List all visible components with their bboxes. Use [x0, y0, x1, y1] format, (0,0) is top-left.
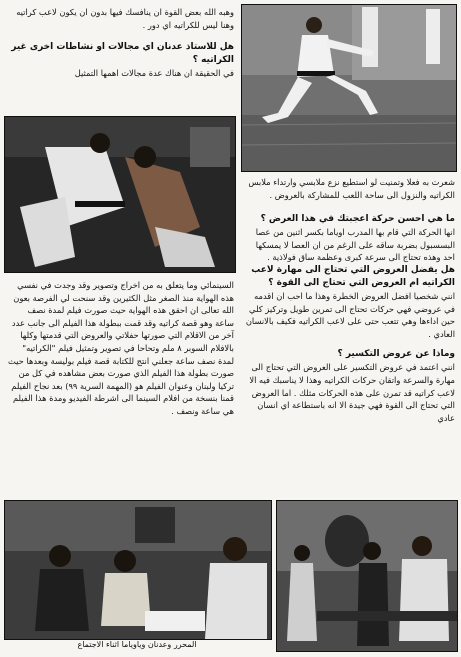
- left-bottom-paragraph: السينمائي وما يتعلق به من اخراج وتصوير وقد وجدت في نفسي هذه الهواية منذ الصغر مثل الكثيرين وقد سنحت لي الفرصة بعون الله تعالى ان احقق هذه الهواية حيث صورت فيلم لمدة نصف ساعة وهو قصة كراتيه وقد قمت ببطولة هذا الفيلم الى جانب عدد آخر من الاقلام التي صورتها حفلاتي والعروض التي قدمتها وكلها بالافلام السوبر ٨ ملم وتحاحا في تصوير وتمثيل فيلم "الكراتيه" لمدة نصف ساعة جعلني انتج للكتابة قصة فيلم بوليسة وبعدها حيث صورت بطولة هذا الفيلم الذي صورت بعض مشاهده في كل من تركيا ولبنان وعنوان الفيلم هو (المهمة السرية ٩٩) بعد نجاح الفيلم قمنا بنسخة من افلام السينما الى اشرطة الفيديو ومدة هذا الفيلم هي ساعة ونصف .: [8, 280, 234, 416]
- answer-other-activities: في الحقيقة ان هناك عدة مجالات اهمها التمثيل: [74, 68, 234, 79]
- answer-breaking: انني اعتمد في عروض التكسير على العروض التي تحتاج الى مهارة والسرعة واتقان حركات الكراتيه وهذا لا يناسبك فيه الا لاعب كراتيه قد تمرن على هذه الحركات مثلك . اما العروض التي تحتاج الى القوة فهي جيدة الا انه باستطاعة اي انسان عادي: [249, 362, 455, 423]
- group-photo: [276, 500, 458, 652]
- left-column-bottom: [6, 279, 234, 418]
- group-illustration: [277, 501, 457, 651]
- question-skill-or-strength: هل يفضل العروض التي تحتاج الى مهارة لاعب الكراتيه ام العروض التي تحتاج الى القوة ؟: [251, 264, 455, 288]
- question-other-activities: هل للاستاذ عدنان اي مجالات او نشاطات اخرى غير الكراتيه ؟: [11, 42, 234, 66]
- answer-skill-or-strength: انني شخصيا افضل العروض الخطرة وهذا ما احب ان اقدمه في عروضي فهي حركات تحتاج الى تمرين طويل وتركيز كلي حين اداءها وهي تتعب حتى على لاعب الكراتيه فكيف بالانسان العادي .: [245, 290, 455, 339]
- right-column: [243, 176, 455, 424]
- left-top-paragraph: وهبه الله بعض القوة ان ينافسك فيها بدون ان يكون لاعب كراتيه وهنا ليس للكراتيه اي دور .: [16, 7, 234, 30]
- answer-best-move: انها الحركة التي قام بها المدرب اوياما بكسر اثنين من عصا البسسبول بضربة ساقه على الرغم من ان العصا لا يمسكها احد وهذه تحتاج الى سرعة كبرى وعظمة ساق فولاذية .: [255, 227, 455, 263]
- right-intro-paragraph: شعرت به فعلا وتمنيت لو استطيع نزع ملابسي وارتداء ملابس الكراتيه والنزول الى ساحة اللعب للمشاركة بالعروض .: [248, 177, 455, 200]
- meeting-illustration: [5, 501, 271, 639]
- meeting-photo: [4, 500, 272, 640]
- karate-stance-photo: [241, 4, 457, 172]
- karate-stance-illustration: [242, 5, 456, 171]
- question-best-move: ما هي احسن حركة اعجبتك في هذا العرض ؟: [260, 214, 455, 225]
- karate-sparring-photo: [4, 116, 236, 273]
- question-breaking: وماذا عن عروض التكسير ؟: [337, 349, 455, 360]
- left-column-top: [6, 6, 234, 80]
- sparring-illustration: [5, 117, 235, 272]
- meeting-photo-caption: المحرر وعدنان وياوياما اثناء الاجتماع: [77, 640, 197, 649]
